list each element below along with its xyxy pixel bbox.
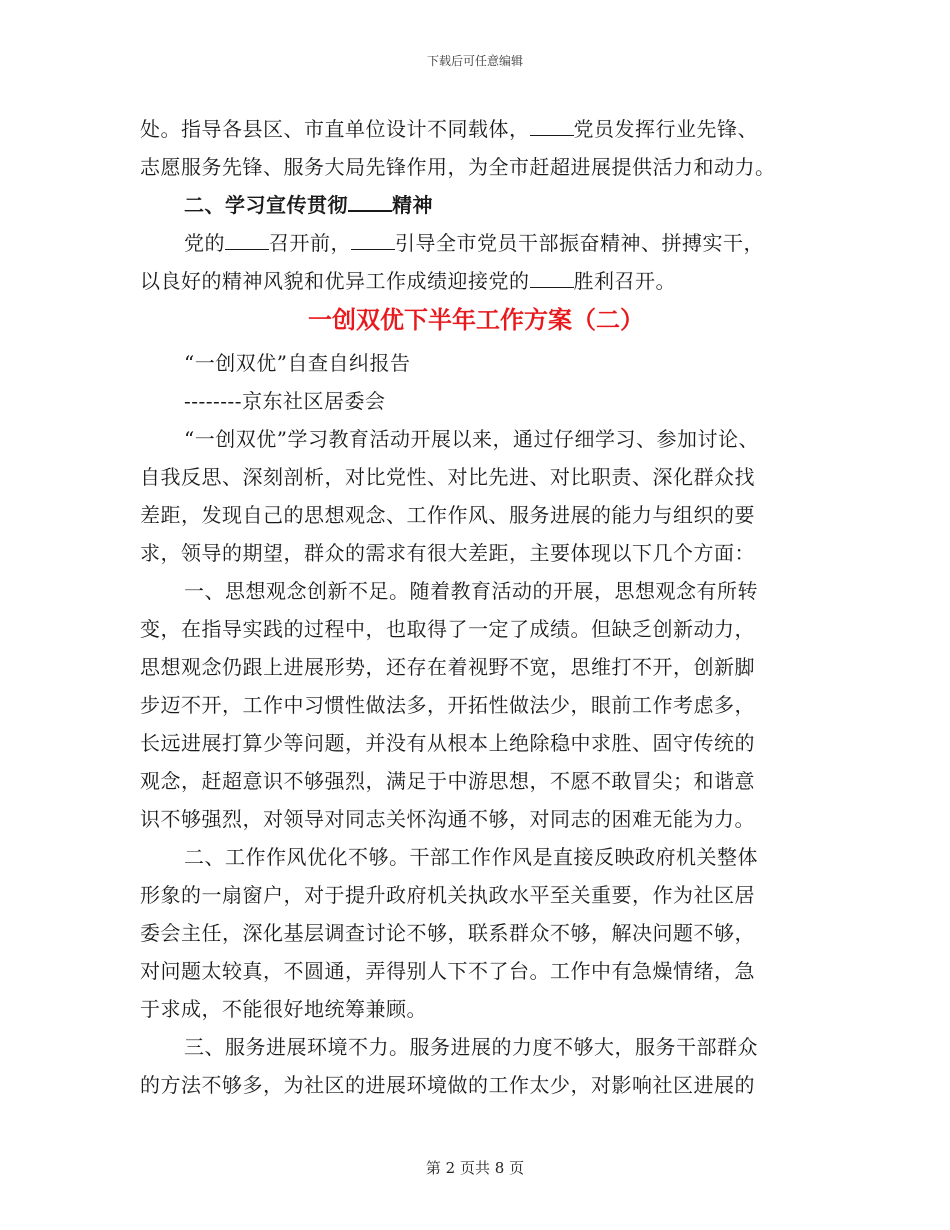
paragraph-line: 志愿服务先锋、服务大局先锋作用，为全市赶超进展提供活力和动力。	[140, 155, 776, 179]
section-heading	[140, 186, 812, 224]
text-segment: 以良好的精神风貌和优异工作成绩迎接党的	[140, 269, 530, 293]
report-title: “一创双优”自查自纠报告	[184, 351, 411, 375]
paragraph-line: 于求成，不能很好地统筹兼顾。	[140, 997, 427, 1021]
paragraph-line: 思想观念仍跟上进展形势，还存在着视野不宽，思维打不开，创新脚	[140, 655, 755, 679]
fill-blank	[351, 231, 395, 250]
fill-blank	[530, 117, 574, 136]
text-segment: 二、学习宣传贯彻	[184, 193, 348, 217]
text-segment: 胜利召开。	[573, 269, 676, 293]
text-segment: 引导全市党员干部振奋精神、拼搏实干，	[395, 231, 764, 255]
paragraph-line: 一、思想观念创新不足。随着教育活动的开展，思想观念有所转	[184, 579, 758, 603]
document-body	[140, 110, 812, 1104]
text-segment: 处。指导各县区、市直单位设计不同载体，	[140, 117, 530, 141]
paragraph-line: 识不够强烈，对领导对同志关怀沟通不够，对同志的困难无能为力。	[140, 807, 755, 831]
page-header: 下载后可任意编辑	[426, 54, 523, 68]
paragraph-line: 二、工作作风优化不够。干部工作作风是直接反映政府机关整体	[184, 845, 758, 869]
paragraph-line	[140, 262, 812, 300]
fill-blank	[348, 192, 392, 212]
paragraph-line: 步迈不开，工作中习惯性做法多，开拓性做法少，眼前工作考虑多，	[140, 693, 755, 717]
paragraph-line: 对问题太较真，不圆通，弄得别人下不了台。工作中有急燥情绪，急	[140, 959, 755, 983]
paragraph-line: 自我反思、深刻剖析，对比党性、对比先进、对比职责、深化群众找	[140, 465, 755, 489]
text-segment: 党的	[184, 231, 225, 255]
paragraph-line: 长远进展打算少等问题，并没有从根本上绝除稳中求胜、固守传统的	[140, 731, 755, 755]
text-segment: 党员发挥行业先锋、	[573, 117, 758, 141]
document-title: 一创双优下半年工作方案（二）	[308, 305, 644, 334]
fill-blank	[225, 231, 269, 250]
paragraph-line	[140, 110, 812, 148]
paragraph-line: 形象的一扇窗户，对于提升政府机关执政水平至关重要，作为社区居	[140, 883, 755, 907]
paragraph-line: 求，领导的期望，群众的需求有很大差距，主要体现以下几个方面：	[140, 541, 755, 565]
text-segment: 精神	[392, 193, 433, 217]
paragraph-line: 委会主任，深化基层调查讨论不够，联系群众不够，解决问题不够，	[140, 921, 755, 945]
paragraph-line: 差距，发现自己的思想观念、工作作风、服务进展的能力与组织的要	[140, 503, 755, 527]
paragraph-line: 的方法不够多，为社区的进展环境做的工作太少，对影响社区进展的	[140, 1073, 755, 1097]
text-segment: 召开前，	[269, 231, 351, 255]
page-footer: 第 2 页共 8 页	[425, 1159, 525, 1177]
paragraph-line: “一创双优”学习教育活动开展以来，通过仔细学习、参加讨论、	[184, 427, 759, 451]
paragraph-line: 三、服务进展环境不力。服务进展的力度不够大，服务干部群众	[184, 1035, 758, 1059]
fill-blank	[530, 269, 574, 288]
paragraph-line: 观念，赶超意识不够强烈，满足于中游思想，不愿不敢冒尖；和谐意	[140, 769, 755, 793]
paragraph-line: 变，在指导实践的过程中，也取得了一定了成绩。但缺乏创新动力，	[140, 617, 755, 641]
paragraph-line	[140, 224, 812, 262]
report-organization: --------京东社区居委会	[184, 389, 386, 413]
